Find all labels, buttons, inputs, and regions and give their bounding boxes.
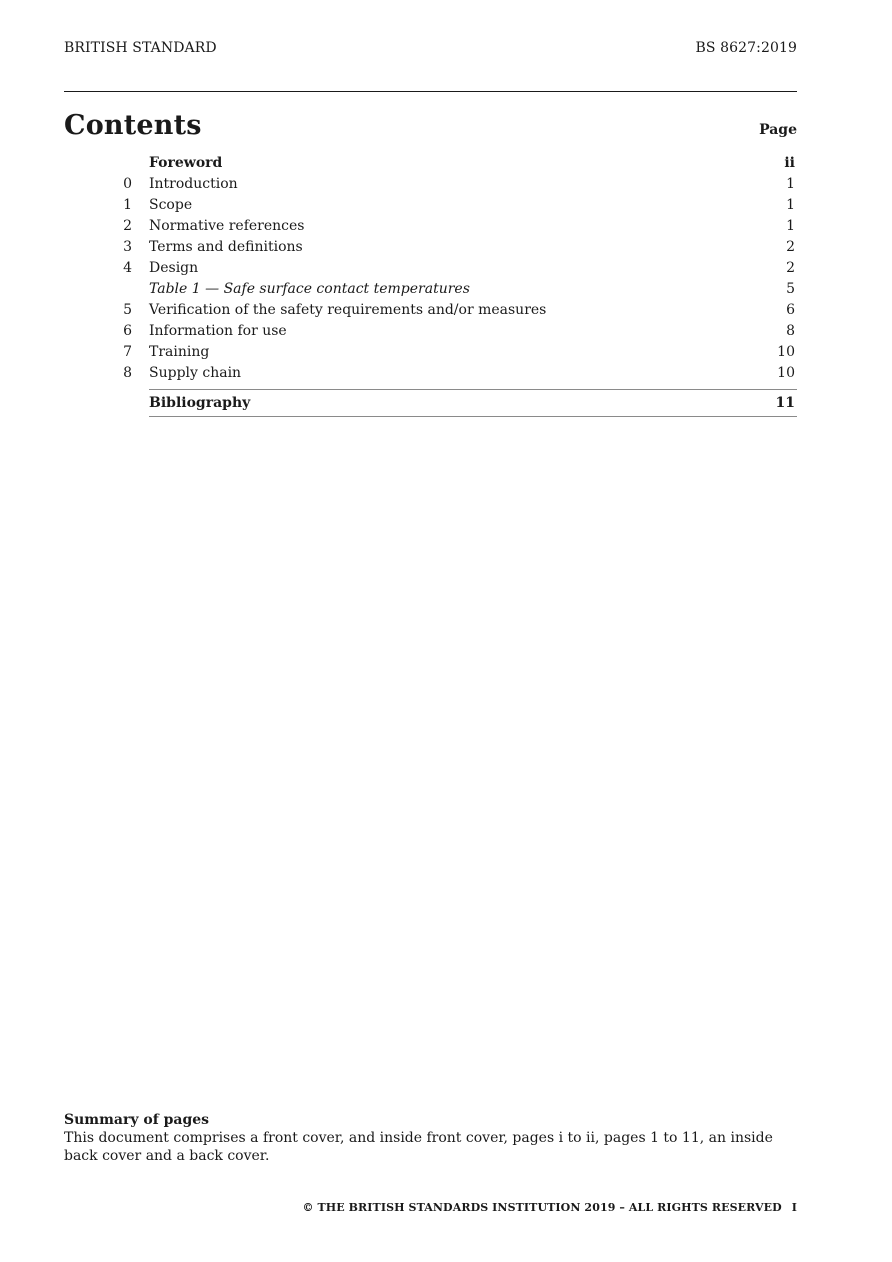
toc-entry-training[interactable]	[64, 342, 797, 363]
page-column-label: Page	[759, 122, 797, 138]
summary-heading: Summary of pages	[64, 1112, 210, 1128]
running-header	[64, 40, 797, 60]
toc-entry-page: ii	[784, 155, 795, 171]
toc-entry-number: 1	[123, 197, 132, 213]
toc-entry-label: Verification of the safety requirements and/or measures	[149, 302, 547, 318]
running-footer	[302, 1201, 797, 1214]
toc-entry-supply-chain[interactable]	[64, 363, 797, 384]
toc-entry-number: 7	[123, 344, 132, 360]
footer-page-number: I	[791, 1201, 797, 1214]
toc-entry-number: 4	[123, 260, 132, 276]
table-of-contents	[64, 153, 797, 417]
toc-entry-page: 10	[777, 344, 795, 360]
toc-entry-page: 10	[777, 365, 795, 381]
toc-entry-table-1[interactable]	[64, 279, 797, 300]
toc-entry-page: 8	[786, 323, 795, 339]
toc-entry-information-for-use[interactable]	[64, 321, 797, 342]
toc-entry-number: 8	[123, 365, 132, 381]
toc-entry-page: 1	[786, 197, 795, 213]
toc-entry-number: 3	[123, 239, 132, 255]
toc-entry-terms-and-definitions[interactable]	[64, 237, 797, 258]
summary-text: This document comprises a front cover, and inside front cover, pages i to ii, pages 1 to 11, an inside back cover and a back cover.	[64, 1130, 773, 1164]
toc-entry-number: 5	[123, 302, 132, 318]
toc-entry-foreword[interactable]	[64, 153, 797, 174]
footer-copyright: © THE BRITISH STANDARDS INSTITUTION 2019 – ALL RIGHTS RESERVED	[302, 1201, 782, 1214]
toc-entry-number: 6	[123, 323, 132, 339]
toc-entry-design[interactable]	[64, 258, 797, 279]
toc-entry-normative-references[interactable]	[64, 216, 797, 237]
toc-entry-page: 2	[786, 260, 795, 276]
toc-entry-label: Design	[149, 260, 199, 276]
toc-entry-page: 1	[786, 176, 795, 192]
toc-entry-label: Normative references	[149, 218, 305, 234]
toc-entry-number: 0	[123, 176, 132, 192]
toc-entry-page: 5	[786, 281, 795, 297]
toc-entry-label: Training	[149, 344, 210, 360]
page-title: Contents	[64, 110, 202, 141]
header-publisher: BRITISH STANDARD	[64, 40, 217, 56]
toc-entry-page: 2	[786, 239, 795, 255]
toc-entry-label: Table 1 — Safe surface contact temperatures	[149, 281, 470, 297]
toc-entry-label: Information for use	[149, 323, 287, 339]
bibliography-bottom-rule	[149, 416, 797, 417]
toc-entry-scope[interactable]	[64, 195, 797, 216]
toc-entry-label: Foreword	[149, 155, 223, 171]
toc-entry-number: 2	[123, 218, 132, 234]
toc-entry-page: 1	[786, 218, 795, 234]
toc-entry-page: 6	[786, 302, 795, 318]
toc-entry-label: Supply chain	[149, 365, 242, 381]
header-standard-number: BS 8627:2019	[695, 40, 797, 56]
toc-entry-introduction[interactable]	[64, 174, 797, 195]
summary-of-pages	[64, 1111, 799, 1165]
toc-entry-verification[interactable]	[64, 300, 797, 321]
toc-entry-label: Bibliography	[149, 395, 251, 411]
toc-entry-label: Introduction	[149, 176, 238, 192]
toc-entry-page: 11	[775, 395, 795, 411]
toc-entry-label: Terms and definitions	[149, 239, 303, 255]
toc-entry-bibliography[interactable]	[64, 390, 797, 416]
header-divider	[64, 91, 797, 92]
toc-entry-label: Scope	[149, 197, 193, 213]
